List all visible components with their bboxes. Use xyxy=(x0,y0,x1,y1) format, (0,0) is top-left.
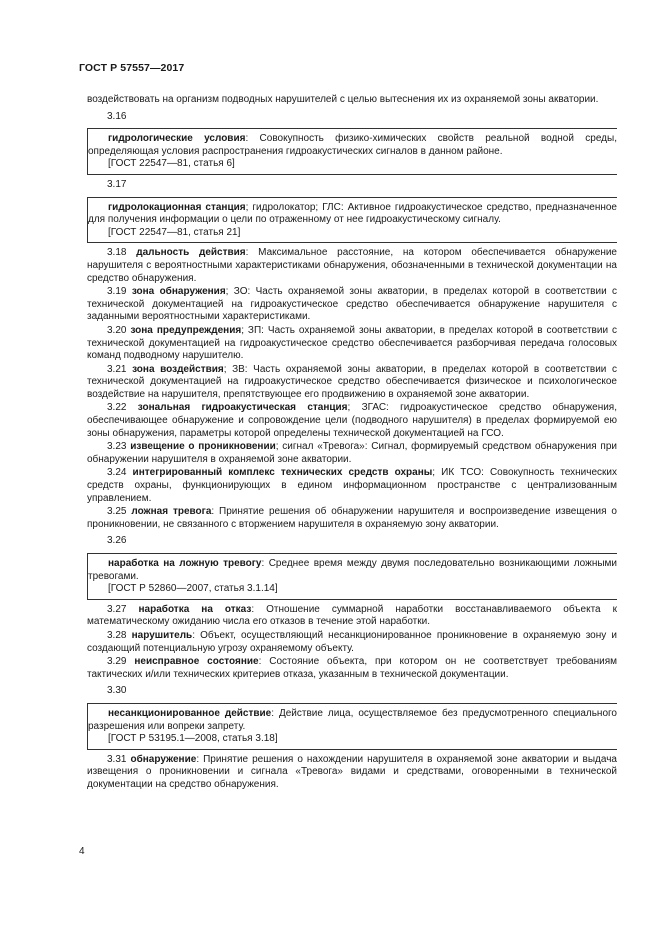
term-title: нарушитель xyxy=(131,629,193,641)
term-definition xyxy=(88,133,617,158)
term-text: : Действие лица, осуществляемое без предусмотренного специального разрешения или вопреки запрету. xyxy=(88,707,617,732)
term-definition xyxy=(88,202,617,227)
term-title: интегрированный комплекс технических средств охраны xyxy=(132,467,433,479)
term-entry: 3.18 дальность действия: Максимальное расстояние, на котором обеспечивается обнаружение нарушителя с вероятностными характеристиками обнаружения, обозначенными в технической документации на средство обнаружения. xyxy=(87,247,617,284)
term-entry: 3.28 нарушитель: Объект, осуществляющий несанкционированное проникновение в охраняемую зону и создающий потенциальную угрозу охраняемому объекту. xyxy=(87,629,617,654)
term-title: гидролокационная станция xyxy=(108,201,246,213)
term-entry: 3.27 наработка на отказ: Отношение суммарной наработки восстанавливаемого объекта к математическому ожиданию числа его отказов в течение этой наработки. xyxy=(87,603,617,628)
term-title: зона предупреждения xyxy=(130,324,242,336)
term-text: : Совокупность физико-химических свойств реальной водной среды, определяющая условия распространения гидроакустических сигналов в данном районе. xyxy=(88,133,617,157)
term-title: обнаружение xyxy=(130,753,197,765)
term-title: несанкционированное действие xyxy=(108,707,272,719)
term-box xyxy=(87,553,617,600)
term-text: : Среднее время между двумя последовательно возникающими ложными тревогами. xyxy=(88,558,617,582)
document-body xyxy=(87,94,617,792)
term-entry: 3.21 зона воздействия; ЗВ: Часть охраняемой зоны акватории, в пределах которой в соответствии с технической документацией на гидроакустическое средство обеспечивается физическое и психологическое воздействие на нарушителя, препятствующее его продвижению в охраняемой зоне акватории. xyxy=(87,363,617,400)
term-number: 3.30 xyxy=(107,685,127,697)
term-box xyxy=(87,703,617,750)
term-title: ложная тревога xyxy=(131,506,212,518)
term-reference: [ГОСТ 22547—81, статья 6] xyxy=(108,158,235,170)
intro-paragraph: воздействовать на организм подводных нарушителей с целью вытеснения их из охраняемой зоны акватории. xyxy=(87,94,599,105)
page-number: 4 xyxy=(79,846,85,857)
term-entry: 3.19 зона обнаружения; ЗО: Часть охраняемой зоны акватории, в пределах которой в соответствии с технической документацией на гидроакустическое средство обеспечивается обнаружение нарушителя с заданными вероятностными характеристиками. xyxy=(87,286,617,323)
term-text: ; гидролокатор; ГЛС: Активное гидроакустическое средство, предназначенное для получения информации о цели по отраженному от нее гидроакустическому сигналу. xyxy=(88,201,617,226)
term-entry: 3.29 неисправное состояние: Состояние объекта, при котором он не соответствует требованиям тактических и/или технических критериев отказа, указанным в технической документации. xyxy=(87,656,617,680)
term-number: 3.16 xyxy=(107,110,127,122)
term-box xyxy=(87,197,617,244)
term-box xyxy=(87,128,617,175)
term-title: наработка на ложную тревогу xyxy=(108,558,262,569)
term-reference: [ГОСТ 22547—81, статья 21] xyxy=(108,226,241,238)
term-entry: 3.23 извещение о проникновении; сигнал «Тревога»: Сигнал, формируемый средством обнаружения при обнаружении нарушителя в охраняемой зоне акватории. xyxy=(87,441,617,465)
term-entry: 3.22 зональная гидроакустическая станция; ЗГАС: гидроакустическое средство обнаружения, обеспечивающее обнаружение и сопровождение цели (подводного нарушителя) в пределах формируемой ею зоны обнаружения, параметры которой определены технической документацией на ГСО. xyxy=(87,402,617,439)
term-number: 3.26 xyxy=(107,535,127,547)
term-title: наработка на отказ xyxy=(138,603,252,615)
term-entry: 3.24 интегрированный комплекс технических средств охраны; ИК ТСО: Совокупность технических средств охраны, функционирующих в едином информационном пространстве с централизованным управлением. xyxy=(87,467,617,504)
term-title: зона воздействия xyxy=(132,363,224,375)
term-definition xyxy=(88,708,617,733)
term-title: гидрологические условия xyxy=(108,133,246,145)
term-title: неисправное состояние xyxy=(134,656,259,668)
term-title: извещение о проникновении xyxy=(130,441,276,453)
term-entry: 3.31 обнаружение: Принятие решения о нахождении нарушителя в охраняемой зоне акватории и выдача извещения о проникновении и сигнала «Тревога» видами и средствами, оговоренными в технической документации на средство обнаружения. xyxy=(87,753,617,790)
term-number: 3.17 xyxy=(107,178,127,190)
term-title: дальность действия xyxy=(136,247,246,259)
term-title: зона обнаружения xyxy=(131,286,226,298)
term-definition xyxy=(88,558,617,583)
term-reference: [ГОСТ Р 52860—2007, статья 3.1.14] xyxy=(108,583,278,595)
document-header: ГОСТ Р 57557—2017 xyxy=(79,62,185,74)
term-entry: 3.25 ложная тревога: Принятие решения об обнаружении нарушителя и воспроизведение извещения о проникновении, не связанного с вторжением нарушителя в охраняемую зону акватории. xyxy=(87,506,617,530)
term-entry: 3.20 зона предупреждения; ЗП: Часть охраняемой зоны акватории, в пределах которой в соответствии с технической документацией на гидроакустическое средство обеспечивается разборчивая передача голосовых команд подводному нарушителю. xyxy=(87,324,617,362)
term-title: зональная гидроакустическая станция xyxy=(137,402,348,414)
term-reference: [ГОСТ Р 53195.1—2008, статья 3.18] xyxy=(108,733,278,745)
